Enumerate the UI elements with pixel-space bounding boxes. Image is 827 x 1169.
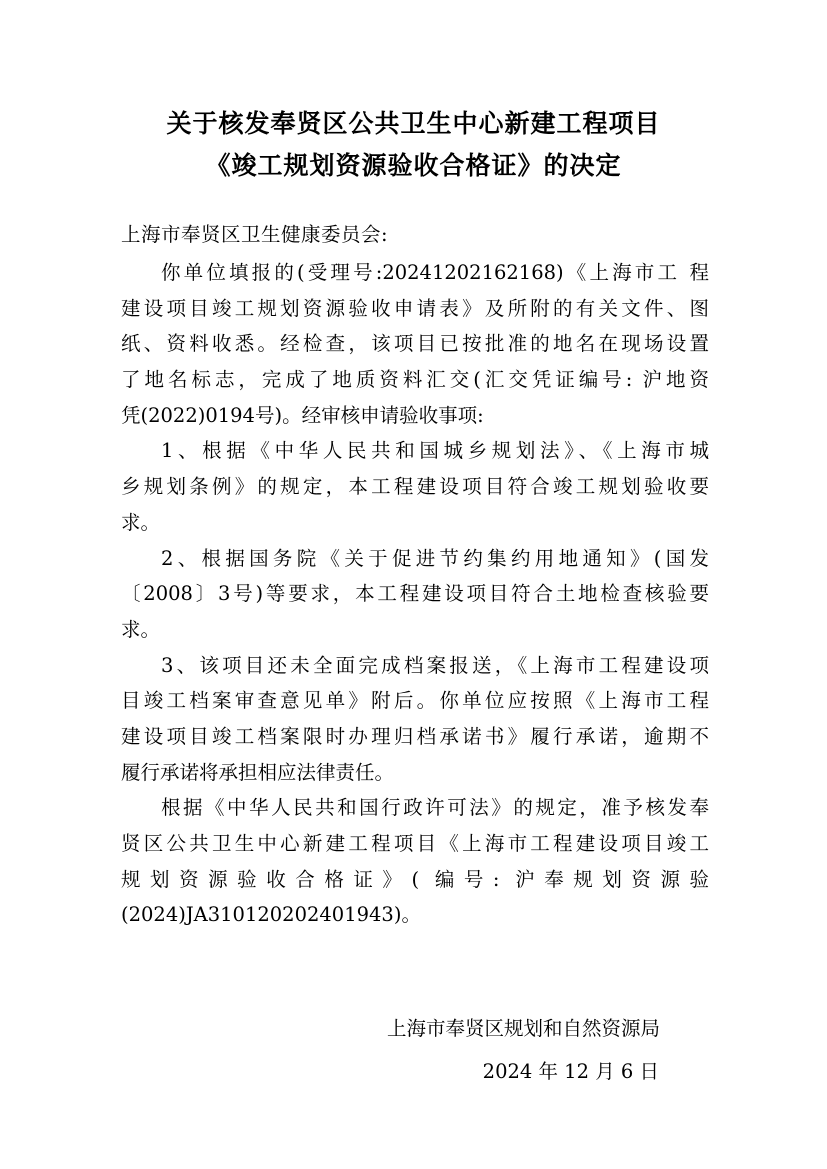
body-line: 根据《中华人民共和国行政许可法》的规定，准予核发奉 (161, 796, 709, 820)
document-title-line-2: 《竣工规划资源验收合格证》的决定 (205, 151, 622, 180)
body-line: (2024)JA310120202401943)。 (121, 903, 421, 927)
document-title-line-1: 关于核发奉贤区公共卫生中心新建工程项目 (166, 109, 661, 138)
body-line: 了地名标志，完成了地质资料汇交(汇交凭证编号: 沪地资 (121, 368, 709, 392)
body-line: 建设项目竣工档案限时办理归档承诺书》履行承诺，逾期不 (121, 724, 709, 748)
body-line: 求。 (121, 510, 161, 534)
signature-organization: 上海市奉贤区规划和自然资源局 (386, 1017, 660, 1040)
body-line: 1、根据《中华人民共和国城乡规划法》、《上海市城 (161, 439, 709, 463)
body-line: 2、根据国务院《关于促进节约集约用地通知》(国发 (161, 546, 709, 570)
salutation: 上海市奉贤区卫生健康委员会: (121, 223, 389, 246)
body-line: 纸、资料收悉。经检查，该项目已按批准的地名在现场设置 (121, 332, 709, 356)
body-line: 规划资源验收合格证》( 编号: 沪奉规划资源验 (121, 867, 709, 891)
body-line: 凭(2022)0194号)。经审核申请验收事项: (121, 403, 484, 427)
body-line: 目竣工档案审查意见单》附后。你单位应按照《上海市工程 (121, 689, 709, 713)
document-body (121, 255, 709, 933)
body-line: 〔2008〕3号)等要求，本工程建设项目符合土地检查核验要 (121, 582, 709, 606)
body-line: 求。 (121, 617, 161, 641)
body-line: 履行承诺将承担相应法律责任。 (121, 760, 395, 784)
body-line: 你单位填报的(受理号:20241202162168)《上海市工 程 (161, 261, 709, 284)
signature-date: 2024 年 12 月 6 日 (482, 1060, 659, 1083)
body-line: 建设项目竣工规划资源验收申请表》及所附的有关文件、图 (121, 296, 709, 320)
body-line: 贤区公共卫生中心新建工程项目《上海市工程建设项目竣工 (121, 832, 709, 855)
body-line: 乡规划条例》的规定，本工程建设项目符合竣工规划验收要 (121, 475, 709, 499)
body-line: 3、该项目还未全面完成档案报送，《上海市工程建设项 (161, 653, 709, 677)
